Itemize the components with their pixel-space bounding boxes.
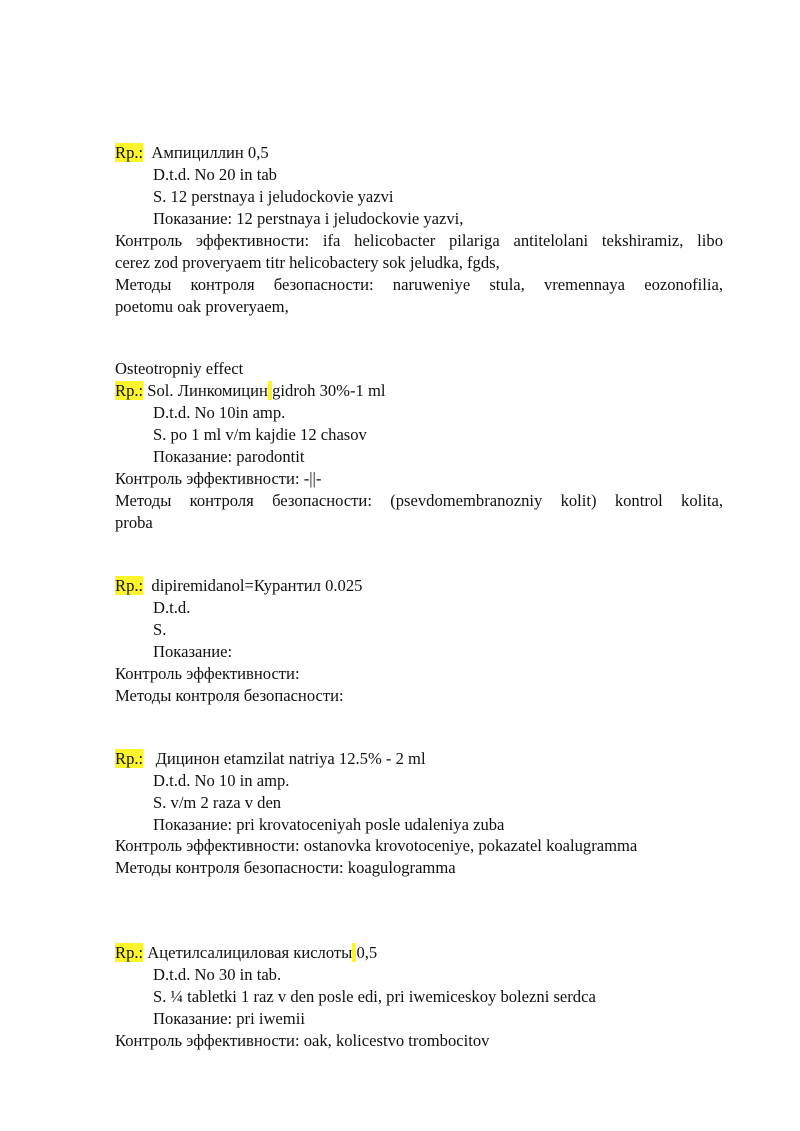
dtd-line: D.t.d. No 30 in tab. (153, 965, 282, 984)
efficacy-line: Контроль эффективности: oak, kolicestvo trombocitov (115, 1031, 490, 1050)
safety-line: Методы контроля безопасности: (psevdomembranozniy kolit) kontrol kolita, (115, 491, 723, 510)
indication-line: Показание: pri iwemii (153, 1009, 305, 1028)
signa-line: S. ¼ tabletki 1 raz v den posle edi, pri iwemiceskoy bolezni serdca (153, 987, 596, 1006)
rx-line-ampicillin: Rp.: Ампициллин 0,5 (115, 143, 269, 162)
efficacy-line: Контроль эффективности: -||- (115, 469, 322, 488)
rp-highlight: Rp.: (115, 576, 144, 595)
signa-line: S. v/m 2 raza v den (153, 793, 282, 812)
rx-line-dipyridamole: Rp.: dipiremidanol=Курантил 0.025 (115, 576, 363, 595)
efficacy-line: Контроль эффективности: (115, 664, 300, 683)
rx-line-aspirin: Rp.: Ацетилсалициловая кислоты 0,5 (115, 943, 378, 962)
dtd-line: D.t.d. (153, 598, 191, 617)
rp-highlight: Rp.: (115, 381, 144, 400)
safety-line: Методы контроля безопасности: (115, 686, 344, 705)
dtd-line: D.t.d. No 10 in amp. (153, 771, 290, 790)
safety-line: Методы контроля безопасности: naruweniye stula, vremennaya eozonofilia, (115, 275, 723, 294)
indication-line: Показание: parodontit (153, 447, 305, 466)
section-heading: Osteotropniy effect (115, 359, 244, 378)
dtd-line: D.t.d. No 20 in tab (153, 165, 277, 184)
safety-line: Методы контроля безопасности: koagulogramma (115, 858, 456, 877)
safety-line-cont: proba (115, 513, 153, 532)
rp-highlight: Rp.: (115, 943, 144, 962)
safety-line-cont: poetomu oak proveryaem, (115, 297, 289, 316)
indication-line: Показание: (153, 642, 233, 661)
dtd-line: D.t.d. No 10in amp. (153, 403, 286, 422)
signa-line: S. po 1 ml v/m kajdie 12 chasov (153, 425, 367, 444)
rx-line-dicynone: Rp.: Дицинон etamzilat natriya 12.5% - 2 ml (115, 749, 426, 768)
efficacy-line: Контроль эффективности: ostanovka krovotoceniye, pokazatel koalugramma (115, 836, 638, 855)
signa-line: S. 12 perstnaya i jeludockovie yazvi (153, 187, 394, 206)
indication-line: Показание: pri krovatoceniyah posle udaleniya zuba (153, 815, 505, 834)
rx-line-lincomycin: Rp.: Sol. Линкомицин gidroh 30%-1 ml (115, 381, 386, 400)
efficacy-line-cont: cerez zod proveryaem titr helicobactery sok jeludka, fgds, (115, 253, 500, 272)
signa-line: S. (153, 620, 167, 639)
rp-highlight: Rp.: (115, 749, 144, 768)
indication-line: Показание: 12 perstnaya i jeludockovie yazvi, (153, 209, 464, 228)
rp-highlight: Rp.: (115, 143, 144, 162)
efficacy-line: Контроль эффективности: ifa helicobacter pilariga antitelolani tekshiramiz, libo (115, 231, 723, 250)
